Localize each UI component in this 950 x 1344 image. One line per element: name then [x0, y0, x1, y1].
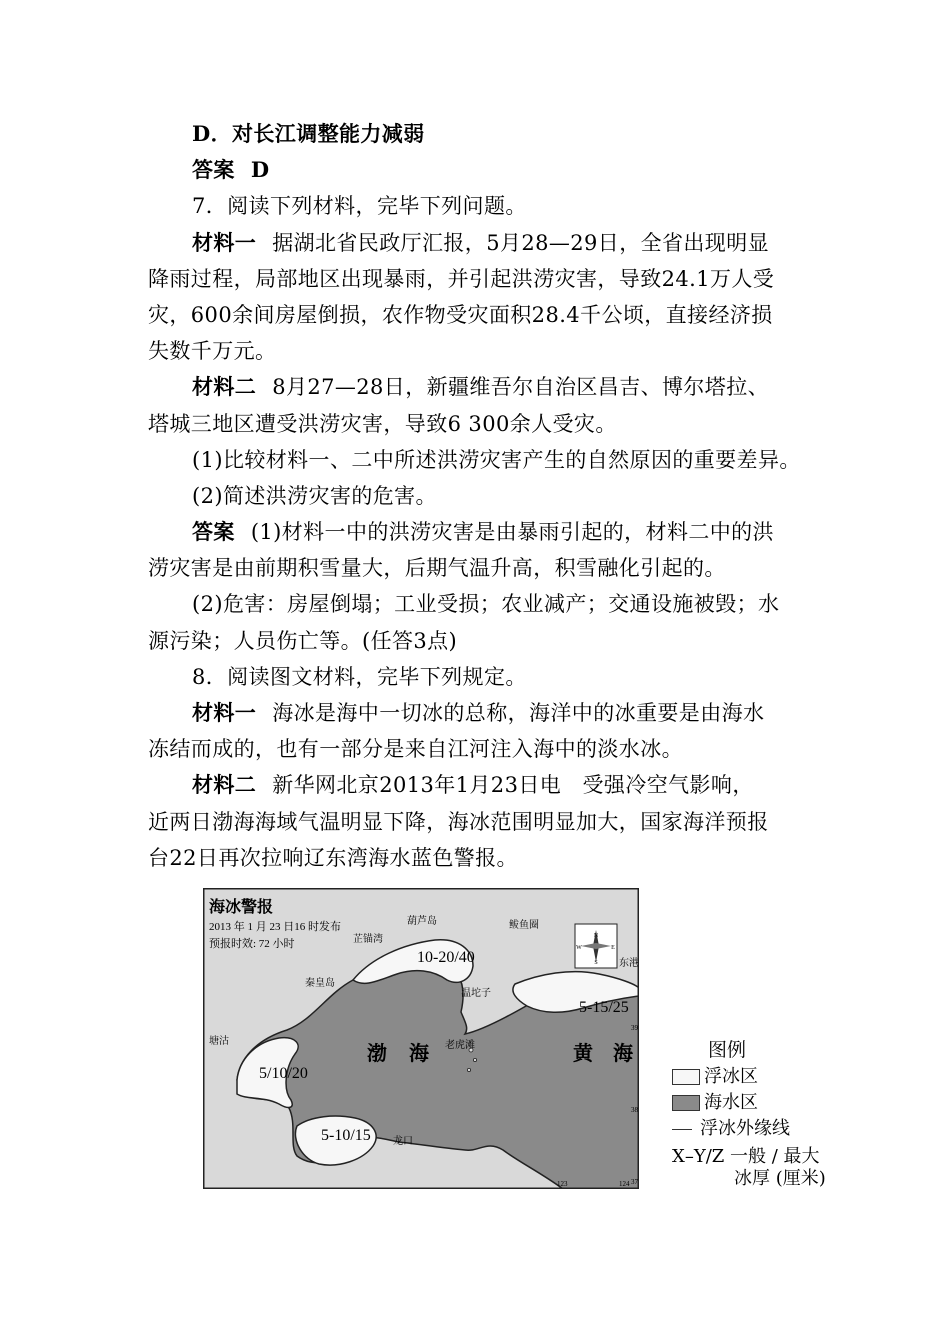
sea-area-swatch: [672, 1095, 700, 1111]
answer-line-6: [148, 152, 812, 188]
legend-edge-line-label: 浮冰外缘线: [700, 1118, 790, 1139]
ice-label-bohai-bay: 5/10/20: [259, 1065, 308, 1082]
answer-7-1-text: (1)材料一中的洪涝灾害是由暴雨引起的，材料二中的洪: [250, 520, 774, 545]
place-huludao: 葫芦岛: [407, 916, 437, 927]
svg-text:W: W: [576, 945, 582, 951]
legend-title: 图例: [708, 1039, 747, 1061]
legend-sea-area: [672, 1091, 758, 1115]
material-2-text: 8月27—28日，新疆维吾尔自治区昌吉、博尔塔拉、: [272, 375, 770, 400]
map-valid: 预报时效: 72 小时: [209, 938, 295, 950]
material-1-label: 材料一: [192, 229, 257, 255]
map-issued: 2013 年 1 月 23 日16 时发布: [209, 921, 341, 933]
material-2-label: 材料二: [192, 374, 257, 400]
material-1-line-2: 降雨过程，局部地区出现暴雨，并引起洪涝灾害，导致24.1万人受: [148, 266, 775, 291]
place-tanggu: 塘沽: [209, 1036, 229, 1047]
map-title: 海冰警报: [209, 899, 274, 916]
lat-37: 37: [631, 1178, 638, 1186]
answer-label: 答案: [192, 519, 235, 545]
answer-7-2-line-2: 源污染；人员伤亡等。(任答3点): [148, 628, 458, 653]
q8-material-2-line-3: 台22日再次拉响辽东湾海水蓝色警报。: [148, 845, 518, 870]
answer-7-2-line-1: (2)危害：房屋倒塌；工业受损；农业减产；交通设施被毁；水: [192, 592, 780, 617]
lat-38: 38: [631, 1106, 638, 1114]
q8-material-1-line-1: [148, 695, 812, 731]
q8-material-2-line-1: [148, 767, 812, 803]
q8-material-2-text: 新华网北京2013年1月23日电 受强冷空气影响，: [272, 773, 754, 798]
q8-material-2-label: 材料二: [192, 772, 257, 798]
ice-label-liaodong: 10-20/40: [417, 949, 475, 966]
ice-label-north-yellow-sea: 5-15/25: [579, 999, 629, 1016]
q8-material-2-line-2: 近两日渤海海域气温明显下降，海冰范围明显加大，国家海洋预报: [148, 809, 769, 834]
answer-7-1-line-1: [148, 514, 812, 550]
legend-float-ice: [672, 1065, 758, 1089]
legend-float-ice-label: 浮冰区: [704, 1066, 758, 1087]
ice-label-laizhou: 5-10/15: [321, 1127, 371, 1144]
place-longkou: 龙口: [393, 1136, 413, 1147]
question-8-intro: 8．阅读图文材料，完毕下列规定。: [192, 664, 527, 689]
island: [467, 1068, 470, 1071]
q8-material-1-line-2: 冻结而成的，也有一部分是来自江河注入海中的淡水冰。: [148, 737, 683, 762]
svg-text:N: N: [593, 933, 599, 939]
legend-edge-line: [672, 1117, 790, 1141]
sea-ice-map: [203, 888, 639, 1189]
island: [473, 1058, 476, 1061]
q8-material-1-label: 材料一: [192, 700, 257, 725]
q8-material-1-text: 海冰是海中一切冰的总称，海洋中的冰重要是由海水: [272, 701, 765, 725]
material-1-line-1: [148, 225, 812, 261]
place-laohutan: 老虎滩: [445, 1040, 475, 1051]
compass-icon: [575, 924, 617, 968]
sea-name-huang-1: 黄: [573, 1043, 593, 1065]
lon-123: 123: [557, 1180, 568, 1188]
material-1-line-3: 灾，600余间房屋倒损，农作物受灾面积28.4千公顷，直接经济损: [148, 302, 773, 327]
option-d: D．对长江调整能力减弱: [192, 121, 425, 146]
question-7-1: (1)比较材料一、二中所述洪涝灾害产生的自然原因的重要差异。: [192, 447, 801, 472]
answer-7-1-line-2: 涝灾害是由前期积雪量大，后期气温升高，积雪融化引起的。: [148, 556, 726, 581]
sea-name-bohai-2: 海: [409, 1043, 429, 1065]
question-7-2: (2)简述洪涝灾害的危害。: [192, 483, 437, 508]
material-2-line-1: [148, 369, 812, 405]
place-wentuozi: 温坨子: [461, 988, 491, 999]
material-1-line-4: 失数千万元。: [148, 339, 277, 364]
question-text: [148, 116, 812, 876]
place-bayuquan: 鲅鱼圈: [509, 920, 539, 931]
material-2-line-2: 塔城三地区遭受洪涝灾害，导致6 300余人受灾。: [148, 411, 617, 436]
question-7-intro: 7．阅读下列材料，完毕下列问题。: [192, 194, 527, 219]
material-1-text: 据湖北省民政厅汇报，5月28—29日，全省出现明显: [272, 230, 770, 255]
svg-text:S: S: [594, 960, 598, 966]
edge-line-swatch: [672, 1129, 692, 1130]
legend-thickness-line-1: X–Y/Z 一般 / 最大: [672, 1146, 820, 1167]
lat-39: 39: [631, 1024, 638, 1032]
float-ice-swatch: [672, 1069, 700, 1085]
sea-name-bohai-1: 渤: [367, 1043, 387, 1065]
svg-text:E: E: [611, 945, 615, 951]
place-donggang: 东港: [619, 958, 639, 969]
lon-124: 124: [619, 1180, 630, 1188]
legend-sea-area-label: 海水区: [704, 1092, 758, 1113]
legend-thickness-line-2: 冰厚 (厘米): [734, 1168, 826, 1189]
place-zhixiwan: 芷锚湾: [353, 934, 383, 945]
answer-value: D: [250, 157, 270, 183]
sea-name-huang-2: 海: [613, 1043, 633, 1065]
answer-label: 答案: [192, 157, 235, 183]
place-qinhuangdao: 秦皇岛: [305, 978, 335, 989]
